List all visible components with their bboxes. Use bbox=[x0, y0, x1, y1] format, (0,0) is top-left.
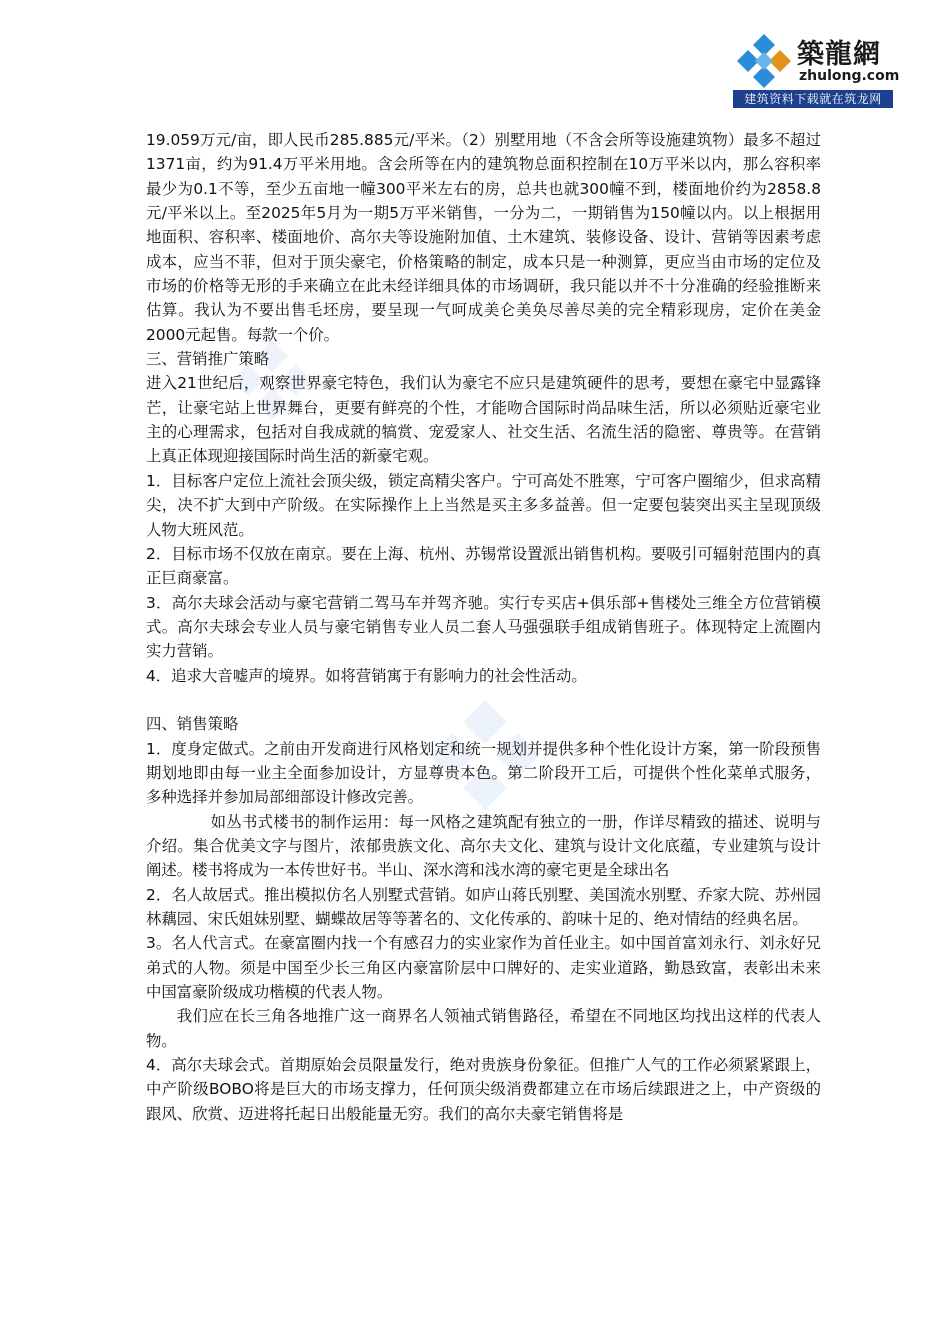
paragraph-marketing-3: 3．高尔夫球会活动与豪宅营销二驾马车并驾齐驰。实行专买店+俱乐部+售楼处三维全方位营销模式。高尔夫球会专业人员与豪宅销售专业人员二套人马强强联手组成销售班子。体现特定上流圈内实力营销。 bbox=[146, 593, 821, 661]
section-heading-sales: 四、销售策略 bbox=[146, 715, 239, 734]
paragraph-marketing-4: 4．追求大音嘘声的境界。如将营销寓于有影响力的社会性活动。 bbox=[146, 666, 587, 685]
paragraph-marketing-intro: 进入21世纪后，观察世界豪宅特色，我们认为豪宅不应只是建筑硬件的思考，要想在豪宅中显露锋芒，让豪宅站上世界舞台，更要有鲜亮的个性，才能吻合国际时尚品味生活，所以必须贴近豪宅业主的心理需求，包括对自我成就的犒赏、宠爱家人、社交生活、名流生活的隐密、尊贵等。在营销上真正体现迎接国际时尚生活的新豪宅观。 bbox=[146, 374, 821, 466]
logo-domain: zhulong.com bbox=[799, 68, 900, 84]
zhulong-diamond-logo-icon bbox=[735, 32, 793, 90]
blank-line bbox=[146, 688, 821, 712]
document-body bbox=[146, 128, 821, 1126]
paragraph-marketing-2: 2．目标市场不仅放在南京。要在上海、杭州、苏锡常设置派出销售机构。要吸引可辐射范围内的真正巨商豪富。 bbox=[146, 544, 821, 588]
logo-name: 築龍網 bbox=[797, 39, 881, 70]
paragraph-sales-3: 3。名人代言式。在豪富圈内找一个有感召力的实业家作为首任业主。如中国首富刘永行、刘永好兄弟式的人物。须是中国至少长三角区内豪富阶层中口牌好的、走实业道路，勤恳致富，表彰出未来中国富豪阶级成功楷模的代表人物。 bbox=[146, 934, 821, 1002]
paragraph-cost-pricing: 19.059万元/亩，即人民币285.885元/平米。（2）别墅用地（不含会所等设施建筑物）最多不超过1371亩，约为91.4万平米用地。含会所等在内的建筑物总面积控制在10万平米以内，那么容积率最少为0.1不等，至少五亩地一幢300平米左右的房，总共也就300幢不到，楼面地价约为2858.8元/平米以上。至2025年5月为一期5万平米销售，一分为二，一期销售为150幢以内。以上根据用地面积、容积率、楼面地价、高尔夫等设施附加值、土木建筑、装修设备、设计、营销等因素考虑成本，应当不菲，但对于顶尖豪宅，价格策略的制定，成本只是一种测算，更应当由市场的定位及市场的价格等无形的手来确立在此未经详细具体的市场调研，我只能以并不十分准确的经验推断来估算。我认为不要出售毛坯房，要呈现一气呵成美仑美奂尽善尽美的完全精彩现房，定价在美金2000元起售。每款一个价。 bbox=[146, 131, 821, 344]
paragraph-sales-4: 4．高尔夫球会式。首期原始会员限量发行，绝对贵族身份象征。但推广人气的工作必须紧紧跟上，中产阶级BOBO将是巨大的市场支撑力，任何顶尖级消费都建立在市场后续跟进之上，中产资级的跟风、欣赏、迈进将托起日出般能量无穷。我们的高尔夫豪宅销售将是 bbox=[146, 1056, 821, 1123]
paragraph-sales-1: 1．度身定做式。之前由开发商进行风格划定和统一规划并提供多种个性化设计方案，第一阶段预售期划地即由每一业主全面参加设计，方显尊贵本色。第二阶段开工后，可提供个性化菜单式服务，多种选择并参加局部细部设计修改完善。 bbox=[146, 739, 821, 807]
paragraph-marketing-1: 1．目标客户定位上流社会顶尖级，锁定高精尖客户。宁可高处不胜寒，宁可客户圈缩少，但求高精尖，决不扩大到中产阶级。在实际操作上上当然是买主多多益善。但一定要包装突出买主呈现顶级人物大班风范。 bbox=[146, 471, 821, 539]
paragraph-promotion: 我们应在长三角各地推广这一商界名人领袖式销售路径，希望在不同地区均找出这样的代表人物。 bbox=[146, 1007, 821, 1050]
paragraph-brochure: 如丛书式楼书的制作运用：每一风格之建筑配有独立的一册，作详尽精致的描述、说明与介绍。集合优美文字与图片，浓郁贵族文化、高尔夫文化、建筑与设计文化底蕴，专业建筑与设计阐述。楼书将成为一本传世好书。半山、深水湾和浅水湾的豪宅更是全球出名 bbox=[146, 812, 821, 880]
paragraph-sales-2: 2．名人故居式。推出模拟仿名人别墅式营销。如庐山蒋氏别墅、美国流水别墅、乔家大院、苏州园林藕园、宋氏姐妹别墅、蝴蝶故居等等著名的、文化传承的、韵味十足的、绝对情结的经典名居。 bbox=[146, 885, 821, 928]
section-heading-marketing: 三、营销推广策略 bbox=[146, 350, 270, 369]
zhulong-logo bbox=[733, 28, 900, 110]
logo-slogan: 建筑资料下载就在筑龙网 bbox=[733, 90, 893, 108]
